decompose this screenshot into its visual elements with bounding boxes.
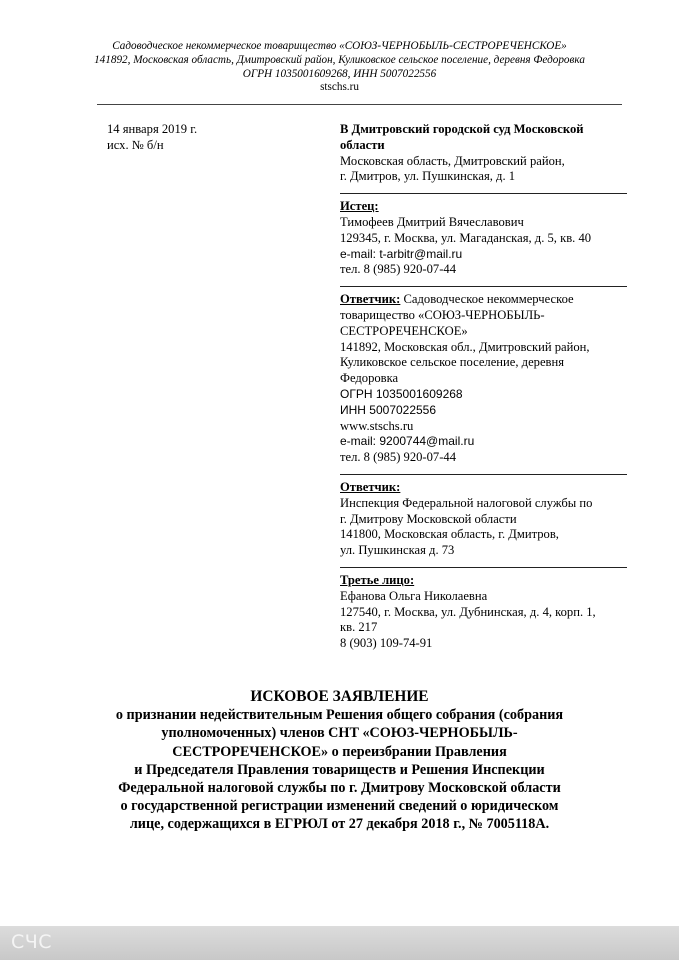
defendant2-address-line2: ул. Пушкинская д. 73 xyxy=(340,543,455,558)
defendant1-address-line3: Федоровка xyxy=(340,371,399,386)
watermark-text: СЧС xyxy=(11,931,53,953)
third-party-block xyxy=(340,573,630,652)
addressee-column xyxy=(340,122,630,652)
defendant1-address-line1: 141892, Московская обл., Дмитровский район, xyxy=(340,339,590,354)
defendant1-label: Ответчик: xyxy=(340,292,401,307)
third-party-name: Ефанова Ольга Николаевна xyxy=(340,588,488,603)
plaintiff-block xyxy=(340,199,630,278)
plaintiff-address: 129345, г. Москва, ул. Магаданская, д. 5, кв. 40 xyxy=(340,230,592,245)
defendant1-name-line1: Садоводческое некоммерческое xyxy=(400,292,574,307)
defendant2-name-line1: Инспекция Федеральной налоговой службы по xyxy=(340,495,593,510)
divider xyxy=(340,193,627,194)
document-ref: исх. № б/н xyxy=(107,137,164,152)
defendant2-label: Ответчик: xyxy=(340,479,401,494)
defendant1-name-line2: товарищество «СОЮЗ-ЧЕРНОБЫЛЬ- xyxy=(340,307,545,322)
divider xyxy=(340,286,627,287)
third-party-phone: 8 (903) 109-74-91 xyxy=(340,636,433,651)
defendant2-name-line2: г. Дмитрову Московской области xyxy=(340,511,517,526)
claim-title: ИСКОВОЕ ЗАЯВЛЕНИЕ xyxy=(250,688,429,705)
claim-subject-line5: Федеральной налоговой службы по г. Дмитрову Московской области xyxy=(118,780,561,797)
plaintiff-phone: тел. 8 (985) 920-07-44 xyxy=(340,262,457,277)
defendant1-block xyxy=(340,292,630,466)
claim-title-block xyxy=(0,688,679,834)
letterhead-divider xyxy=(97,104,622,105)
third-party-address-line1: 127540, г. Москва, ул. Дубнинская, д. 4, корп. 1, xyxy=(340,604,596,619)
letterhead-registration: ОГРН 1035001609268, ИНН 5007022556 xyxy=(242,67,437,80)
defendant1-address-line2: Куликовское сельское поселение, деревня xyxy=(340,355,565,370)
divider xyxy=(340,474,627,475)
claim-subject-line4: и Председателя Правления товариществ и Решения Инспекции xyxy=(134,761,545,778)
document-date: 14 января 2019 г. xyxy=(107,122,198,136)
letterhead-site: stschs.ru xyxy=(320,81,359,94)
letterhead-address: 141892, Московская область, Дмитровский район, Куликовское сельское поселение, деревня Федоровка xyxy=(94,53,585,66)
claim-subject-line1: о признании недействительным Решения общего собрания (собрания xyxy=(115,707,564,724)
defendant1-email: e-mail: 9200744@mail.ru xyxy=(340,434,475,449)
court-address-line2: г. Дмитров, ул. Пушкинская, д. 1 xyxy=(340,169,516,184)
date-block xyxy=(107,122,197,153)
defendant1-ogrn: ОГРН 1035001609268 xyxy=(340,386,463,401)
defendant1-phone: тел. 8 (985) 920-07-44 xyxy=(340,450,457,465)
defendant1-inn: ИНН 5007022556 xyxy=(340,402,437,417)
court-name-line1: В Дмитровский городской суд Московской xyxy=(340,122,584,136)
plaintiff-label: Истец: xyxy=(340,199,379,214)
claim-subject-line2: уполномоченных) членов СНТ «СОЮЗ-ЧЕРНОБЫЛЬ- xyxy=(161,725,518,742)
letterhead-org: Садоводческое некоммерческое товарищество «СОЮЗ-ЧЕРНОБЫЛЬ-СЕСТРОРЕЧЕНСКОЕ» xyxy=(112,40,567,52)
defendant1-site: www.stschs.ru xyxy=(340,418,414,433)
divider xyxy=(340,567,627,568)
claim-subject-line6: о государственной регистрации изменений сведений о юридическом xyxy=(120,798,559,815)
court-address-line1: Московская область, Дмитровский район, xyxy=(340,153,565,168)
letterhead xyxy=(0,40,679,95)
defendant2-block xyxy=(340,480,630,559)
claim-subject-line7: лице, содержащихся в ЕГРЮЛ от 27 декабря 2018 г., № 7005118А. xyxy=(129,816,550,833)
bottom-shade-bar xyxy=(0,926,679,960)
third-party-label: Третье лицо: xyxy=(340,572,415,587)
court-name-line2: области xyxy=(340,137,385,152)
plaintiff-name: Тимофеев Дмитрий Вячеславович xyxy=(340,214,524,229)
court-block xyxy=(340,122,630,185)
claim-subject-line3: СЕСТРОРЕЧЕНСКОЕ» о переизбрании Правления xyxy=(172,743,507,760)
plaintiff-email: e-mail: t-arbitr@mail.ru xyxy=(340,246,463,261)
defendant2-address-line1: 141800, Московская область, г. Дмитров, xyxy=(340,527,559,542)
defendant1-name-line3: СЕСТРОРЕЧЕНСКОЕ» xyxy=(340,323,468,338)
third-party-address-line2: кв. 217 xyxy=(340,620,378,635)
